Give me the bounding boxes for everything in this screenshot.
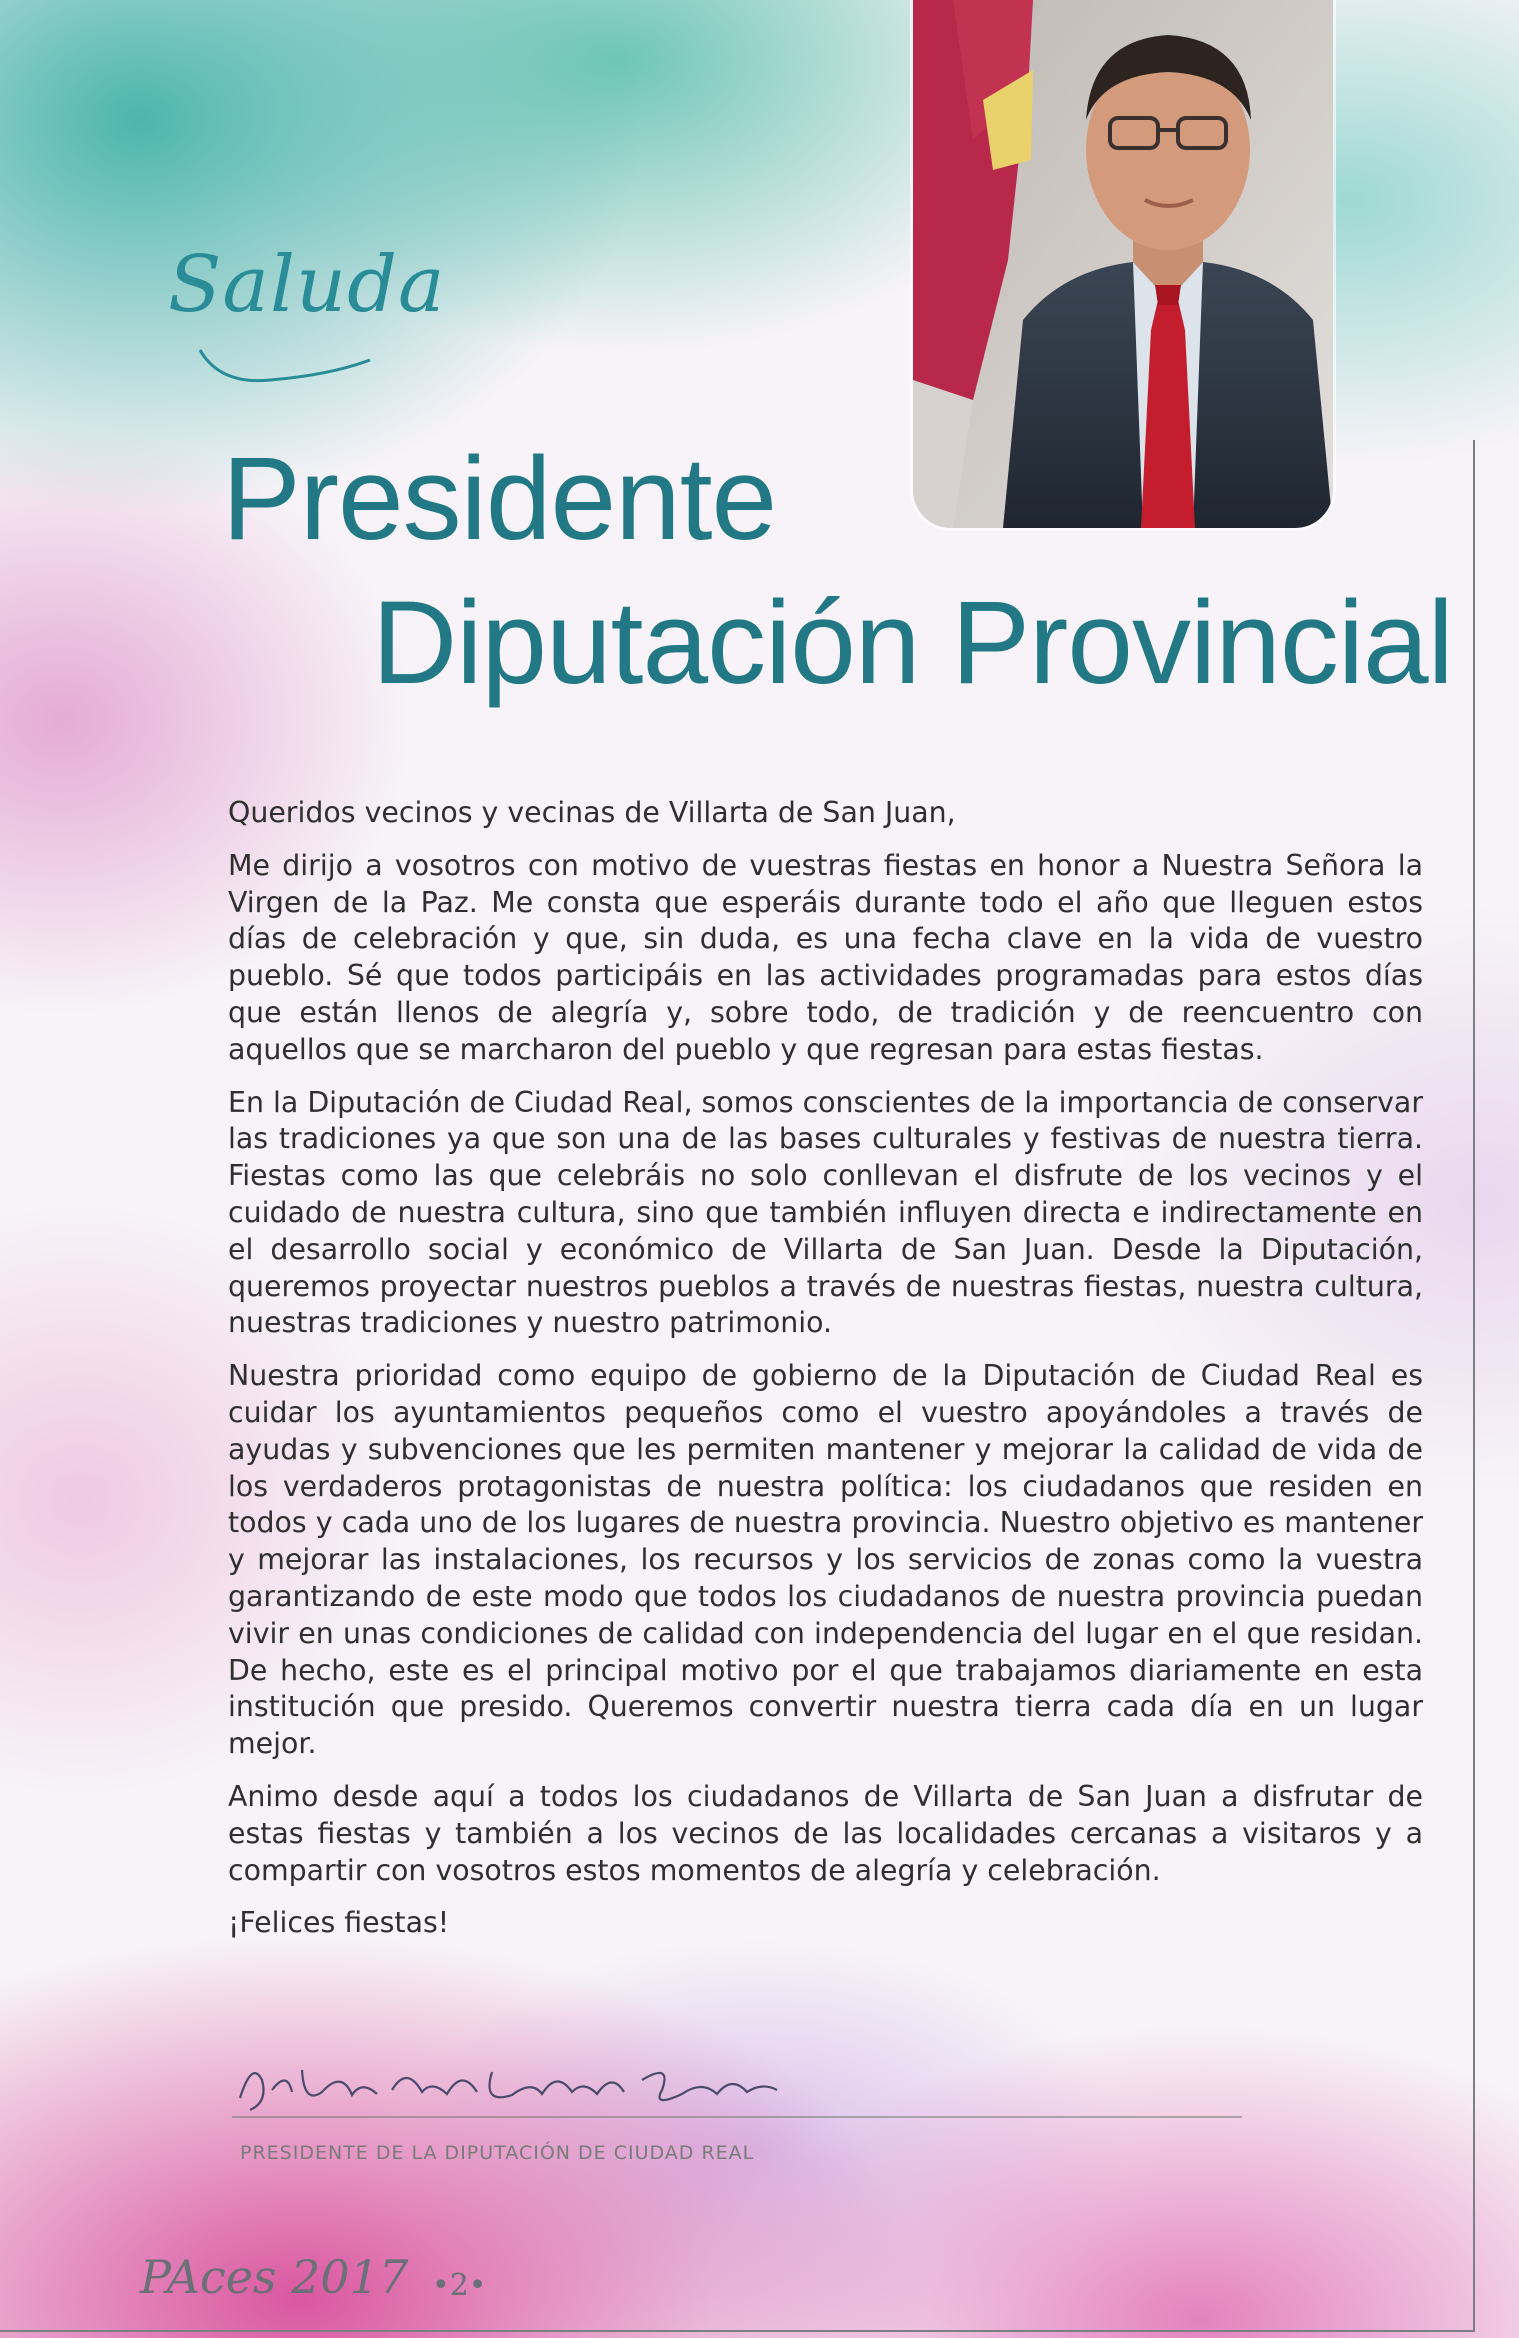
frame-rule-bottom <box>0 2330 1475 2332</box>
letter-paragraph: En la Diputación de Ciudad Real, somos conscientes de la importancia de conservar las tradiciones ya que son una de las bases culturales y festivas de nuestra tierra. Fiestas como las que celebráis no solo conllevan el disfrute de los vecinos y el cuidado de nuestra cultura, sino que también influyen directa e indirectamente en el desarrollo social y económico de Villarta de San Juan. Desde la Diputación, queremos proyectar nuestros pueblos a través de nuestras fiestas, nuestra cultura, nuestras tradiciones y nuestro patrimonio. <box>228 1085 1423 1340</box>
saluda-swash-decoration <box>190 340 410 400</box>
signature-rule <box>232 2116 1242 2118</box>
letter-body <box>228 795 1423 1958</box>
page-title-line-2: Diputación Provincial <box>372 577 1453 709</box>
kicker-saluda: Saluda <box>168 240 446 330</box>
frame-rule-vertical <box>1473 440 1475 2330</box>
letter-closing: ¡Felices fiestas! <box>228 1906 450 1940</box>
letter-paragraph: Nuestra prioridad como equipo de gobierno de la Diputación de Ciudad Real es cuidar los ayuntamientos pequeños como el vuestro apoyándoles a través de ayudas y subvenciones que les permiten mantener y mejorar la calidad de vida de los verdaderos protagonistas de nuestra política: los ciudadanos que residen en todos y cada uno de los lugares de nuestra provincia. Nuestro objetivo es mantener y mejorar las instalaciones, los recursos y los servicios de zonas como la vuestra garantizando de este modo que todos los ciudadanos de nuestra provincia puedan vivir en unas condiciones de calidad con independencia del lugar en el que residan. De hecho, este es el principal motivo por el que trabajamos diariamente en esta institución que presido. Queremos convertir nuestra tierra cada día en un lugar mejor. <box>228 1359 1423 1761</box>
letter-greeting: Queridos vecinos y vecinas de Villarta de San Juan, <box>228 796 956 829</box>
page-title-line-1: Presidente <box>222 433 777 565</box>
handwritten-signature <box>232 2050 792 2120</box>
footer-publication: PAces 2017 <box>140 2250 409 2304</box>
footer-page-number: •2• <box>432 2268 487 2303</box>
letter-paragraph: Animo desde aquí a todos los ciudadanos de Villarta de San Juan a disfrutar de estas fiestas y también a los vecinos de las localidades cercanas a visitaros y a compartir con vosotros estos momentos de alegría y celebración. <box>228 1779 1423 1887</box>
president-portrait-photo <box>913 0 1333 528</box>
portrait-illustration <box>913 0 1333 528</box>
letter-paragraph: Me dirijo a vosotros con motivo de vuestras fiestas en honor a Nuestra Señora la Virgen de la Paz. Me consta que esperáis durante todo el año que lleguen estos días de celebración y que, sin duda, es una fecha clave en la vida de vuestro pueblo. Sé que todos participáis en las actividades programadas para estos días que están llenos de alegría y, sobre todo, de tradición y de reencuentro con aquellos que se marcharon del pueblo y que regresan para estas fiestas. <box>228 848 1423 1066</box>
signature-caption: PRESIDENTE DE LA DIPUTACIÓN DE CIUDAD REAL <box>240 2142 755 2164</box>
